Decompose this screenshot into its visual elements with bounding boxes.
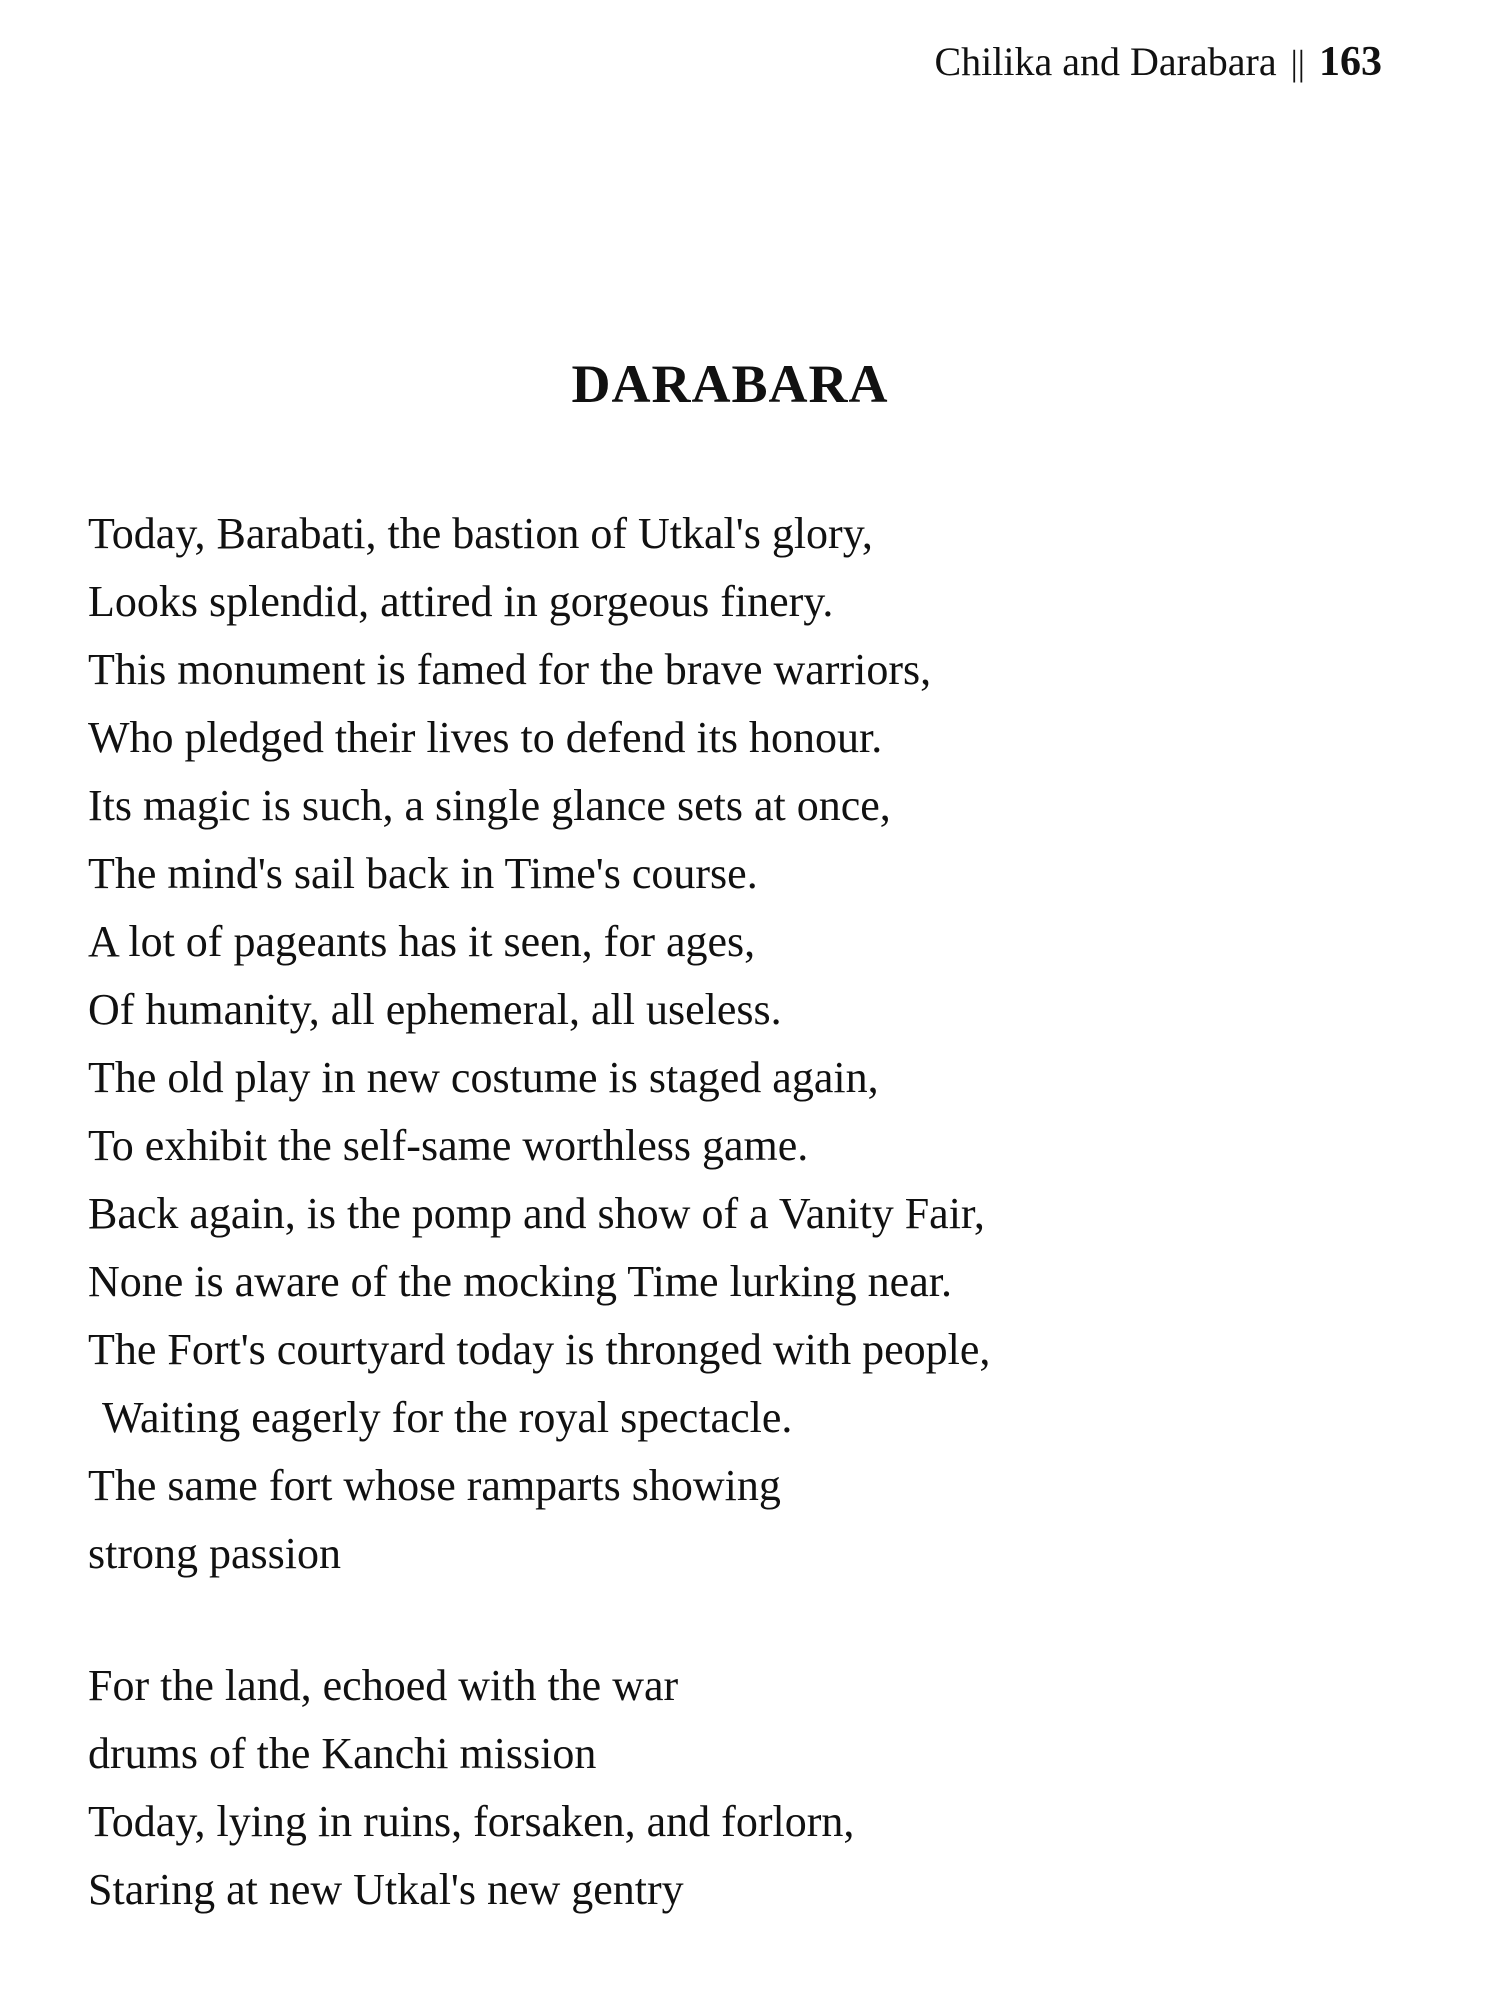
poem-line: Waiting eagerly for the royal spectacle. bbox=[102, 1393, 793, 1442]
poem-line: To exhibit the self-same worthless game. bbox=[88, 1121, 809, 1170]
poem-line: The mind's sail back in Time's course. bbox=[88, 849, 758, 898]
poem-line: Looks splendid, attired in gorgeous finery. bbox=[88, 577, 834, 626]
poem-title: DARABARA bbox=[571, 354, 889, 414]
poem-line: strong passion bbox=[88, 1529, 341, 1578]
header-separator: || bbox=[1290, 43, 1305, 83]
poem-line: For the land, echoed with the war bbox=[88, 1661, 679, 1710]
book-title: Chilika and Darabara bbox=[934, 39, 1277, 84]
poem-line: Who pledged their lives to defend its honour. bbox=[88, 713, 883, 762]
poem-line: The Fort's courtyard today is thronged with people, bbox=[88, 1325, 991, 1374]
running-header bbox=[935, 34, 1383, 91]
stanza-2 bbox=[88, 1652, 1428, 1924]
poem-line: drums of the Kanchi mission bbox=[88, 1729, 597, 1778]
poem-line: A lot of pageants has it seen, for ages, bbox=[88, 917, 756, 966]
poem-line: The old play in new costume is staged again, bbox=[88, 1053, 879, 1102]
poem-line: This monument is famed for the brave warriors, bbox=[88, 645, 932, 694]
poem-line: None is aware of the mocking Time lurking near. bbox=[88, 1257, 952, 1306]
poem-line: Staring at new Utkal's new gentry bbox=[88, 1865, 684, 1914]
poem-line: Back again, is the pomp and show of a Vanity Fair, bbox=[88, 1189, 985, 1238]
poem-line: Today, lying in ruins, forsaken, and forlorn, bbox=[88, 1797, 855, 1846]
page-number: 163 bbox=[1319, 39, 1382, 85]
poem-line: The same fort whose ramparts showing bbox=[88, 1461, 781, 1510]
poem-line: Of humanity, all ephemeral, all useless. bbox=[88, 985, 782, 1034]
stanza-1 bbox=[88, 500, 1428, 1588]
poem-line: Its magic is such, a single glance sets at once, bbox=[88, 781, 891, 830]
poem-line: Today, Barabati, the bastion of Utkal's glory, bbox=[88, 509, 873, 558]
